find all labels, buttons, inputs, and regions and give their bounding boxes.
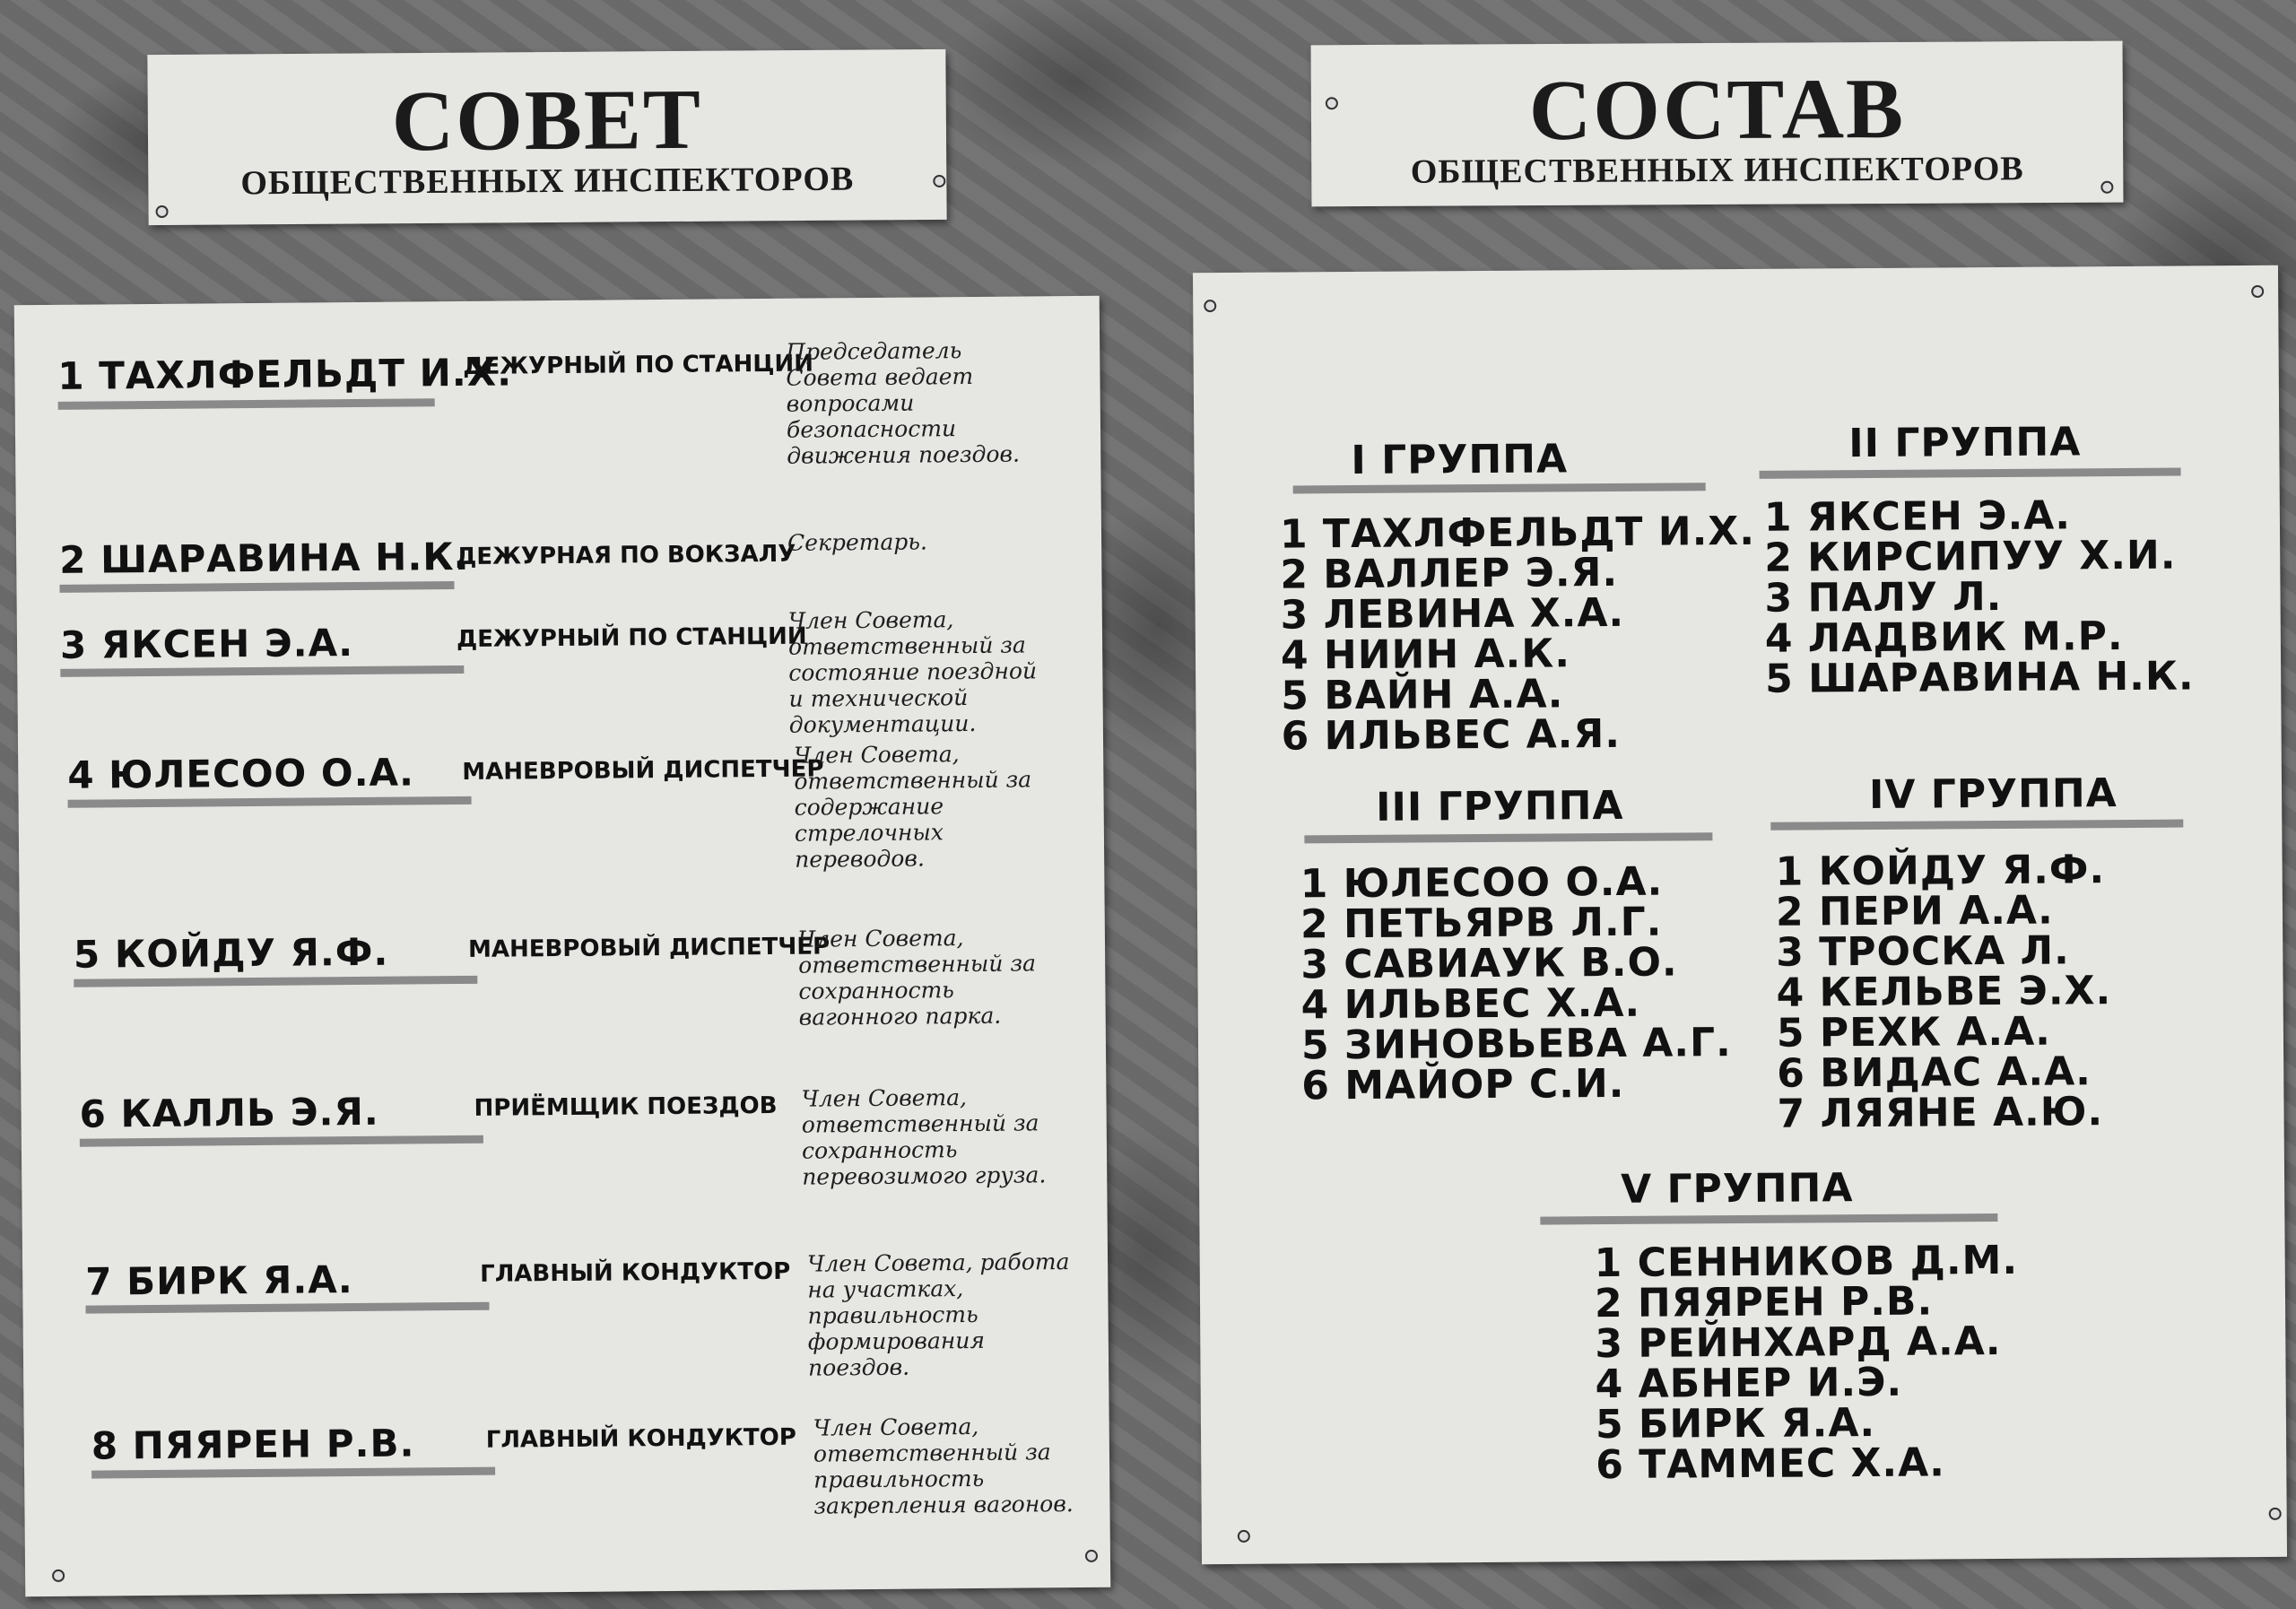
- group-member: 3 ПАЛУ Л.: [1764, 573, 2003, 622]
- groups-board: [1193, 265, 2287, 1564]
- pin-icon: [933, 175, 945, 187]
- group-member: 1 СЕННИКОВ Д.М.: [1594, 1237, 2019, 1287]
- council-member-position: МАНЕВРОВЫЙ ДИСПЕТЧЕР: [462, 755, 824, 786]
- group-member: 4 АБНЕР И.Э.: [1595, 1359, 1903, 1408]
- council-member-note: Член Совета, ответственный за сохранность перевозимого груза.: [801, 1084, 1047, 1190]
- council-subtitle: ОБЩЕСТВЕННЫХ ИНСПЕКТОРОВ: [240, 160, 855, 203]
- council-member-position: ДЕЖУРНЫЙ ПО СТАНЦИИ: [456, 622, 807, 654]
- pin-icon: [1238, 1530, 1250, 1543]
- group-member: 2 ПЕРИ А.А.: [1775, 887, 2054, 935]
- group-member: 3 ЛЕВИНА Х.А.: [1280, 589, 1625, 639]
- group-member: 2 ПЯЯРЕН Р.В.: [1594, 1278, 1934, 1327]
- pin-icon: [2251, 285, 2264, 298]
- council-member-name: 3 ЯКСЕН Э.А.: [59, 621, 354, 667]
- pin-icon: [1204, 300, 1216, 312]
- group-member: 3 САВИАУК В.О.: [1300, 939, 1678, 988]
- group-member: 2 ПЕТЬЯРВ Л.Г.: [1300, 899, 1663, 948]
- group-member: 5 ВАЙН А.А.: [1281, 671, 1564, 719]
- council-member-note: Секретарь.: [787, 528, 928, 556]
- pin-icon: [52, 1570, 65, 1582]
- group-list: [1763, 492, 2195, 702]
- council-member-position: ДЕЖУРНАЯ ПО ВОКЗАЛУ: [456, 540, 796, 571]
- group-member: 4 ИЛЬВЕС Х.А.: [1300, 979, 1641, 1029]
- group-member: 5 РЕХК А.А.: [1776, 1008, 2052, 1057]
- group-member: 1 ЮЛЕСОО О.А.: [1300, 858, 1664, 908]
- council-member-position: ДЕЖУРНЫЙ ПО СТАНЦИИ: [463, 350, 814, 380]
- council-member-note: Член Совета, ответственный за сохранность вагонного парка.: [797, 925, 1037, 1031]
- council-board: [14, 296, 1111, 1597]
- pin-icon: [1326, 97, 1338, 109]
- council-title-sign: [147, 49, 946, 225]
- group-member: 6 ИЛЬВЕС А.Я.: [1281, 710, 1622, 760]
- council-member-note: Член Совета, работа на участках, правильность формирования поездов.: [806, 1248, 1070, 1381]
- pin-icon: [156, 205, 169, 218]
- council-member-position: ГЛАВНЫЙ КОНДУКТОР: [480, 1257, 791, 1288]
- roster-title-sign: [1311, 41, 2124, 207]
- group-member: 6 МАЙОР С.И.: [1301, 1060, 1625, 1109]
- group-list: [1594, 1237, 2020, 1489]
- group-member: 4 НИИН А.К.: [1280, 631, 1571, 679]
- group-member: 4 КЕЛЬВЕ Э.Х.: [1776, 968, 2112, 1016]
- group-member: 6 ТАММЕС Х.А.: [1596, 1439, 1946, 1489]
- council-member-note: Член Совета, ответственный за правильность закрепления вагонов.: [813, 1413, 1074, 1519]
- group-list: [1776, 849, 2113, 1135]
- group-title: III ГРУППА: [1375, 782, 1624, 831]
- group-member: 2 КИРСИПУУ Х.И.: [1764, 532, 2177, 581]
- group-member: 7 ЛЯЯНЕ А.Ю.: [1777, 1089, 2104, 1137]
- group-title: II ГРУППА: [1848, 419, 2082, 467]
- council-member-position: ГЛАВНЫЙ КОНДУКТОР: [485, 1423, 796, 1454]
- council-member-position: МАНЕВРОВЫЙ ДИСПЕТЧЕР: [467, 933, 831, 963]
- group-member: 1 КОЙДУ Я.Ф.: [1775, 847, 2106, 895]
- council-member-position: ПРИЁМЩИК ПОЕЗДОВ: [474, 1092, 778, 1122]
- group-member: 2 ВАЛЛЕР Э.Я.: [1280, 549, 1619, 598]
- group-title: IV ГРУППА: [1868, 770, 2118, 818]
- group-member: 3 ТРОСКА Л.: [1776, 927, 2070, 976]
- council-member-note: Член Совета, ответственный за содержание стрелочных переводов.: [794, 741, 1032, 873]
- council-member-name: 8 ПЯЯРЕН Р.В.: [91, 1421, 415, 1468]
- group-list: [1279, 508, 1757, 760]
- council-member-note: Член Совета, ответственный за состояние поездной и технической документации.: [787, 606, 1038, 738]
- group-member: 6 ВИДАС А.А.: [1777, 1048, 2092, 1097]
- group-member: 5 ШАРАВИНА Н.К.: [1764, 653, 2195, 702]
- group-member: 5 БИРК Я.А.: [1595, 1399, 1876, 1448]
- group-title: I ГРУППА: [1351, 436, 1569, 484]
- group-member: 4 ЛАДВИК М.Р.: [1764, 613, 2124, 662]
- group-member: 1 ЯКСЕН Э.А.: [1763, 492, 2072, 541]
- council-member-note: Председатель Совета ведает вопросами безопасности движения поездов.: [786, 337, 1021, 469]
- group-member: 3 РЕЙНХАРД А.А.: [1595, 1318, 2002, 1368]
- council-member-name: 2 ШАРАВИНА Н.К.: [59, 534, 470, 582]
- group-member: 5 ЗИНОВЬЕВА А.Г.: [1300, 1020, 1732, 1069]
- pin-icon: [2269, 1508, 2282, 1520]
- pin-icon: [2100, 181, 2113, 194]
- roster-title: СОСТАВ: [1528, 59, 1906, 159]
- pin-icon: [1085, 1550, 1098, 1562]
- council-member-name: 6 КАЛЛЬ Э.Я.: [79, 1089, 379, 1136]
- council-member-name: 5 КОЙДУ Я.Ф.: [73, 929, 389, 977]
- group-member: 1 ТАХЛФЕЛЬДТ И.Х.: [1279, 508, 1756, 558]
- roster-subtitle: ОБЩЕСТВЕННЫХ ИНСПЕКТОРОВ: [1410, 150, 2024, 191]
- group-list: [1300, 858, 1733, 1109]
- council-title: СОВЕТ: [391, 70, 703, 170]
- council-member-name: 7 БИРК Я.А.: [85, 1257, 353, 1304]
- council-member-name: 1 ТАХЛФЕЛЬДТ И.Х.: [57, 350, 513, 398]
- group-title: V ГРУППА: [1620, 1165, 1854, 1213]
- council-member-name: 4 ЮЛЕСОО О.А.: [67, 750, 415, 797]
